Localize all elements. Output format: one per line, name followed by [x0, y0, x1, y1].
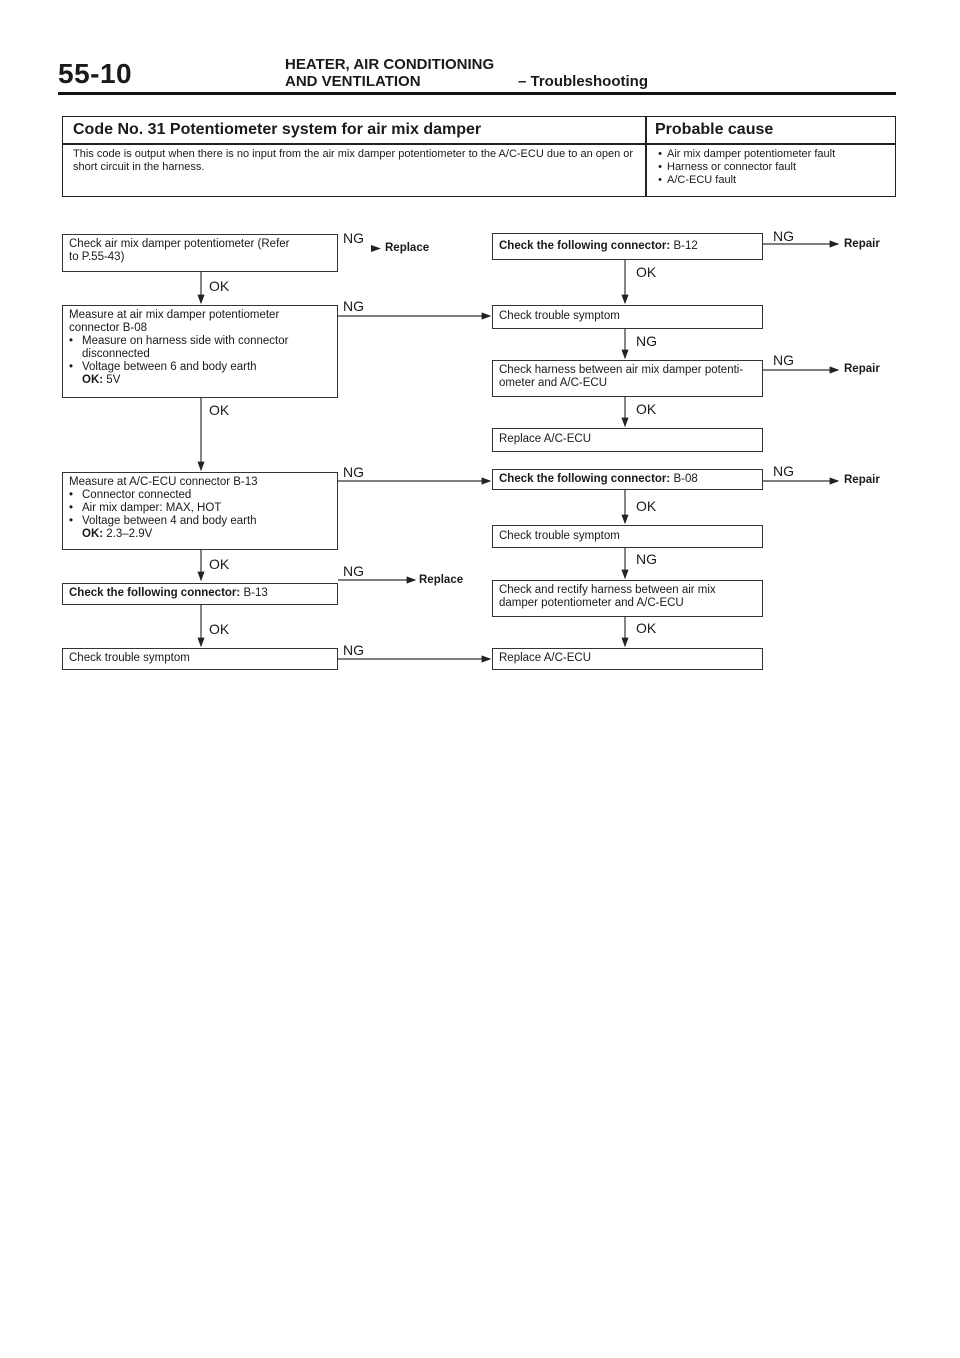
- step-text: B-12: [673, 240, 698, 252]
- ng-label: NG: [343, 563, 364, 579]
- step-replace-ecu-r1: [492, 428, 763, 452]
- ng-label: NG: [636, 333, 657, 349]
- step-measure-potentiometer-connector: [62, 305, 338, 398]
- step-text: ometer and A/C-ECU: [499, 377, 608, 389]
- step-bullet: • Measure on harness side with connector: [69, 335, 331, 348]
- ok-label: OK: [209, 556, 230, 572]
- step-text: Check and rectify harness between air mix: [499, 584, 716, 596]
- step-rectify-harness: [492, 580, 763, 617]
- step-text-bold: Check the following connector:: [69, 587, 241, 599]
- ok-spec-value: 5V: [106, 374, 121, 386]
- ng-label: NG: [343, 230, 364, 246]
- step-text-bold: Check the following connector:: [499, 240, 671, 252]
- step-bullet: • Voltage between 4 and body earth: [69, 515, 331, 528]
- step-text: Check trouble symptom: [499, 530, 620, 542]
- step-measure-ecu-connector: [62, 472, 338, 550]
- step-text: B-08: [673, 473, 698, 485]
- step-check-connector-b08: [492, 469, 763, 490]
- step-text: connector B-08: [69, 322, 147, 334]
- ng-label: NG: [636, 551, 657, 567]
- step-bullet-cont: disconnected: [82, 348, 150, 360]
- ok-label: OK: [209, 402, 230, 418]
- ok-label: OK: [636, 401, 657, 417]
- step-bullet: • Voltage between 6 and body earth: [69, 361, 331, 374]
- arrow-b1-replace-head: [371, 245, 381, 252]
- chapter-title-line2: AND VENTILATION: [285, 73, 421, 90]
- step-check-connector-b12: [492, 233, 763, 260]
- step-text: Replace A/C-ECU: [499, 433, 592, 445]
- ng-label: NG: [773, 228, 794, 244]
- section-title: – Troubleshooting: [518, 73, 648, 90]
- step-text: Measure at air mix damper potentiometer: [69, 309, 280, 321]
- ok-label: OK: [636, 264, 657, 280]
- outcome-replace: Replace: [385, 242, 430, 254]
- step-check-connector-b13: [62, 583, 338, 605]
- step-check-trouble-symptom-left: [62, 648, 338, 670]
- probable-cause-title: Probable cause: [655, 121, 774, 138]
- outcome-repair: Repair: [844, 474, 880, 486]
- code-title: Code No. 31 Potentiometer system for air mix damper: [73, 121, 482, 138]
- step-text-bold: Check the following connector:: [499, 473, 671, 485]
- cause-item: • A/C-ECU fault: [653, 174, 835, 187]
- step-text: Replace A/C-ECU: [499, 652, 592, 664]
- step-ok-spec: [69, 374, 331, 387]
- ng-label: NG: [343, 298, 364, 314]
- step-text: Check harness between air mix damper potenti-: [499, 364, 744, 376]
- step-text: Check trouble symptom: [69, 652, 190, 664]
- cause-item: • Harness or connector fault: [653, 161, 835, 174]
- outcome-repair: Repair: [844, 363, 880, 375]
- step-check-harness-potentiometer-ecu: [492, 360, 763, 397]
- ok-spec-label: OK:: [82, 528, 104, 540]
- ok-spec-label: OK:: [82, 374, 104, 386]
- step-check-potentiometer: [62, 234, 338, 272]
- ok-label: OK: [636, 620, 657, 636]
- step-check-trouble-symptom-r1: [492, 305, 763, 329]
- ok-label: OK: [209, 621, 230, 637]
- code-description: This code is output when there is no input from the air mix damper potentiometer to the A/C-ECU due to an open or short circuit in the harness.: [73, 148, 634, 173]
- step-text: Check air mix damper potentiometer (Refer: [69, 238, 290, 250]
- ng-label: NG: [773, 463, 794, 479]
- ok-spec-value: 2.3–2.9V: [106, 528, 153, 540]
- step-ok-spec: [69, 528, 331, 541]
- step-text: to P.55-43): [69, 251, 125, 263]
- step-text: Measure at A/C-ECU connector B-13: [69, 476, 258, 488]
- step-replace-ecu-r2: [492, 648, 763, 670]
- ng-label: NG: [343, 464, 364, 480]
- ng-label: NG: [773, 352, 794, 368]
- chapter-title-line1: HEATER, AIR CONDITIONING: [285, 56, 495, 73]
- ok-label: OK: [636, 498, 657, 514]
- outcome-repair: Repair: [844, 238, 880, 250]
- page-number: 55-10: [58, 58, 133, 89]
- step-check-trouble-symptom-r2: [492, 525, 763, 548]
- step-text: Check trouble symptom: [499, 310, 620, 322]
- step-text: damper potentiometer and A/C-ECU: [499, 597, 684, 609]
- ok-label: OK: [209, 278, 230, 294]
- step-bullet: • Connector connected: [69, 489, 331, 502]
- step-text: B-13: [243, 587, 268, 599]
- outcome-replace: Replace: [419, 574, 464, 586]
- ng-label: NG: [343, 642, 364, 658]
- cause-item: • Air mix damper potentiometer fault: [653, 148, 835, 161]
- step-bullet: • Air mix damper: MAX, HOT: [69, 502, 331, 515]
